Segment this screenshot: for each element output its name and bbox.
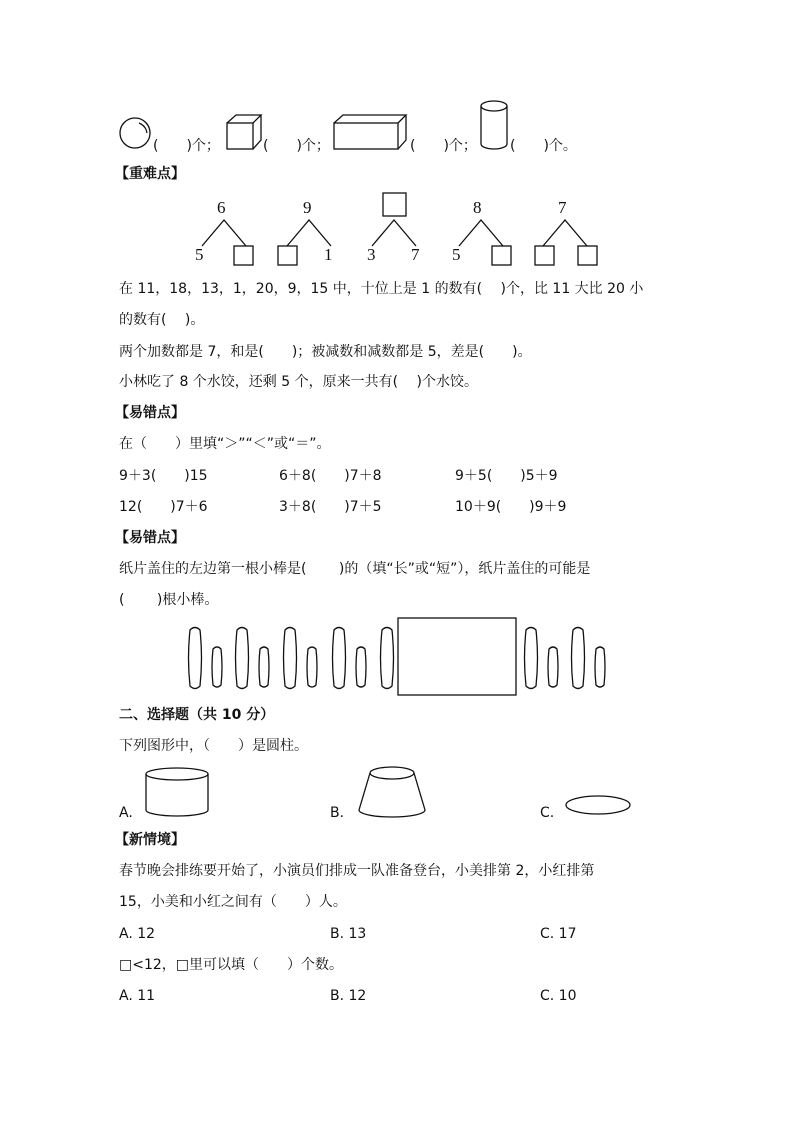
queue-option-a: A. 12 bbox=[119, 926, 156, 942]
stick-long-5 bbox=[381, 628, 394, 689]
cube-icon bbox=[226, 114, 266, 154]
option-c-label: C. bbox=[540, 805, 555, 821]
tree-3-top-box bbox=[382, 192, 408, 218]
question-cylinder: 下列图形中，（ ）是圆柱。 bbox=[119, 738, 308, 754]
tree-4-top: 8 bbox=[473, 198, 482, 217]
stick-long-7 bbox=[572, 628, 585, 689]
compare-item-2: 6＋8( )7＋8 bbox=[279, 468, 382, 484]
tree-1-branches bbox=[200, 218, 250, 248]
cylinder-icon bbox=[479, 99, 511, 155]
stick-long-1 bbox=[189, 628, 202, 689]
paper-cover bbox=[398, 618, 516, 695]
stick-short-1 bbox=[212, 647, 222, 687]
stick-short-7 bbox=[595, 647, 605, 687]
tree-4-right-box bbox=[491, 245, 513, 267]
stick-short-4 bbox=[356, 647, 366, 687]
queue-option-c: C. 17 bbox=[540, 926, 577, 942]
compare-item-1: 9＋3( )15 bbox=[119, 468, 208, 484]
tree-4-branches bbox=[457, 218, 507, 248]
compare-item-5: 3＋8( )7＋5 bbox=[279, 499, 382, 515]
sphere-icon bbox=[118, 116, 154, 152]
tree-2-right: 1 bbox=[324, 245, 333, 264]
question-tens-line1: 在 11，18，13，1，20，9，15 中，十位上是 1 的数有( )个，比 11 大比 20 小 bbox=[119, 281, 644, 297]
tree-2-left-box bbox=[277, 245, 299, 267]
cylinder-blank: ( )个。 bbox=[510, 138, 577, 154]
stick-short-2 bbox=[259, 647, 269, 687]
tree-3-left: 3 bbox=[367, 245, 376, 264]
option-a-label: A. bbox=[119, 805, 133, 821]
tree-5-right-box bbox=[577, 245, 599, 267]
question-queue-line2: 15，小美和小红之间有（ ）人。 bbox=[119, 894, 347, 910]
compare-instruction: 在（ ）里填“＞”“＜”或“＝”。 bbox=[119, 436, 331, 452]
heading-error-prone-2: 【易错点】 bbox=[115, 530, 185, 546]
sticks-figure bbox=[186, 616, 610, 700]
question-queue-line1: 春节晚会排练要开始了，小演员们排成一队准备登台，小美排第 2，小红排第 bbox=[119, 863, 595, 879]
option-a-cylinder-icon bbox=[144, 766, 212, 820]
box-option-a: A. 11 bbox=[119, 988, 156, 1004]
tree-1-left: 5 bbox=[195, 245, 204, 264]
tree-5-branches bbox=[541, 218, 591, 248]
cube-blank: ( )个； bbox=[263, 138, 330, 154]
compare-item-3: 9＋5( )5＋9 bbox=[455, 468, 558, 484]
tree-1-right-box bbox=[233, 245, 255, 267]
cuboid-blank: ( )个； bbox=[410, 138, 477, 154]
tree-5-left-box bbox=[534, 245, 556, 267]
tree-3-right: 7 bbox=[411, 245, 420, 264]
tree-3-branches bbox=[370, 218, 420, 248]
tree-2-branches bbox=[285, 218, 335, 248]
option-b-frustum-icon bbox=[355, 764, 431, 822]
cuboid-icon bbox=[333, 114, 413, 154]
stick-short-6 bbox=[548, 647, 558, 687]
tree-1-top: 6 bbox=[217, 198, 226, 217]
section-2-title: 二、选择题（共 10 分） bbox=[119, 707, 275, 723]
compare-item-6: 10＋9( )9＋9 bbox=[455, 499, 567, 515]
stick-long-2 bbox=[236, 628, 249, 689]
option-b-label: B. bbox=[330, 805, 345, 821]
sphere-blank: ( )个； bbox=[153, 138, 220, 154]
queue-option-b: B. 13 bbox=[330, 926, 367, 942]
tree-4-left: 5 bbox=[452, 245, 461, 264]
question-box: □<12，□里可以填（ ）个数。 bbox=[119, 957, 343, 973]
heading-error-prone-1: 【易错点】 bbox=[115, 405, 185, 421]
stick-long-4 bbox=[333, 628, 346, 689]
question-addends: 两个加数都是 7，和是( )；被减数和减数都是 5，差是( )。 bbox=[119, 344, 532, 360]
stick-short-3 bbox=[307, 647, 317, 687]
heading-key-points: 【重难点】 bbox=[115, 166, 185, 182]
box-option-b: B. 12 bbox=[330, 988, 367, 1004]
compare-item-4: 12( )7＋6 bbox=[119, 499, 208, 515]
question-sticks-line1: 纸片盖住的左边第一根小棒是( )的（填“长”或“短”），纸片盖住的可能是 bbox=[119, 561, 591, 577]
question-dumplings: 小林吃了 8 个水饺，还剩 5 个，原来一共有( )个水饺。 bbox=[119, 374, 478, 390]
option-c-ellipse-icon bbox=[564, 794, 634, 818]
question-sticks-line2: ( )根小棒。 bbox=[119, 592, 219, 608]
tree-2-top: 9 bbox=[303, 198, 312, 217]
stick-long-6 bbox=[525, 628, 538, 689]
heading-new-context: 【新情境】 bbox=[115, 832, 185, 848]
tree-5-top: 7 bbox=[558, 198, 567, 217]
box-option-c: C. 10 bbox=[540, 988, 577, 1004]
question-tens-line2: 的数有( )。 bbox=[119, 312, 205, 328]
stick-long-3 bbox=[284, 628, 297, 689]
